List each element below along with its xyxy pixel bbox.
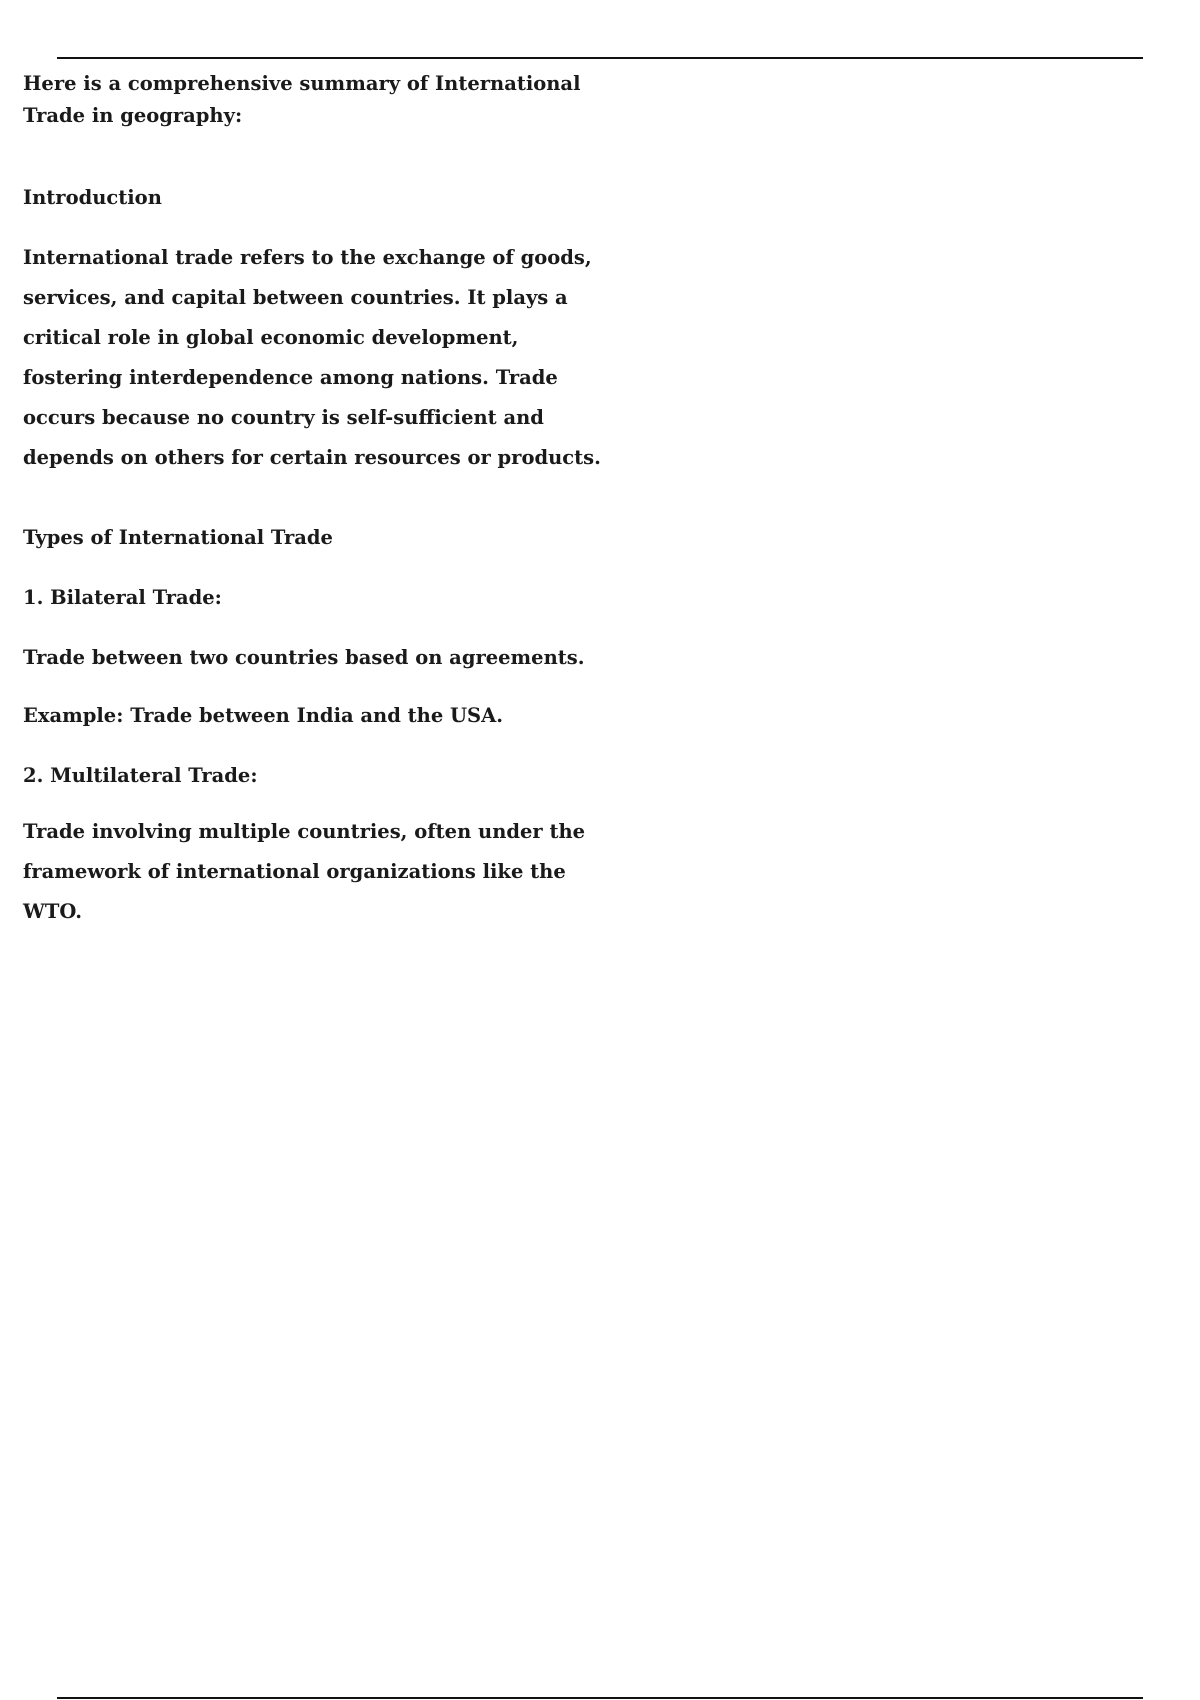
types-heading: Types of International Trade (23, 526, 333, 549)
multilateral-trade-title: 2. Multilateral Trade: (23, 764, 258, 787)
intro-line: Here is a comprehensive summary of International Trade in geography: (23, 72, 581, 127)
introduction-heading: Introduction (23, 186, 162, 209)
bottom-rule (57, 1697, 1143, 1699)
bilateral-trade-example: Example: Trade between India and the USA. (23, 704, 504, 727)
top-rule (57, 57, 1143, 59)
bilateral-trade-description: Trade between two countries based on agreements. (23, 646, 585, 669)
document-body (23, 68, 623, 932)
introduction-paragraph: International trade refers to the exchange of goods, services, and capital between countries. It plays a critical role in global economic development, fostering interdependence among nations. Trade occurs because no country is self-sufficient and depends on others for certain resources or products. (23, 246, 601, 469)
bilateral-trade-title: 1. Bilateral Trade: (23, 586, 222, 609)
multilateral-trade-description: Trade involving multiple countries, often under the framework of international organizations like the WTO. (23, 820, 586, 923)
